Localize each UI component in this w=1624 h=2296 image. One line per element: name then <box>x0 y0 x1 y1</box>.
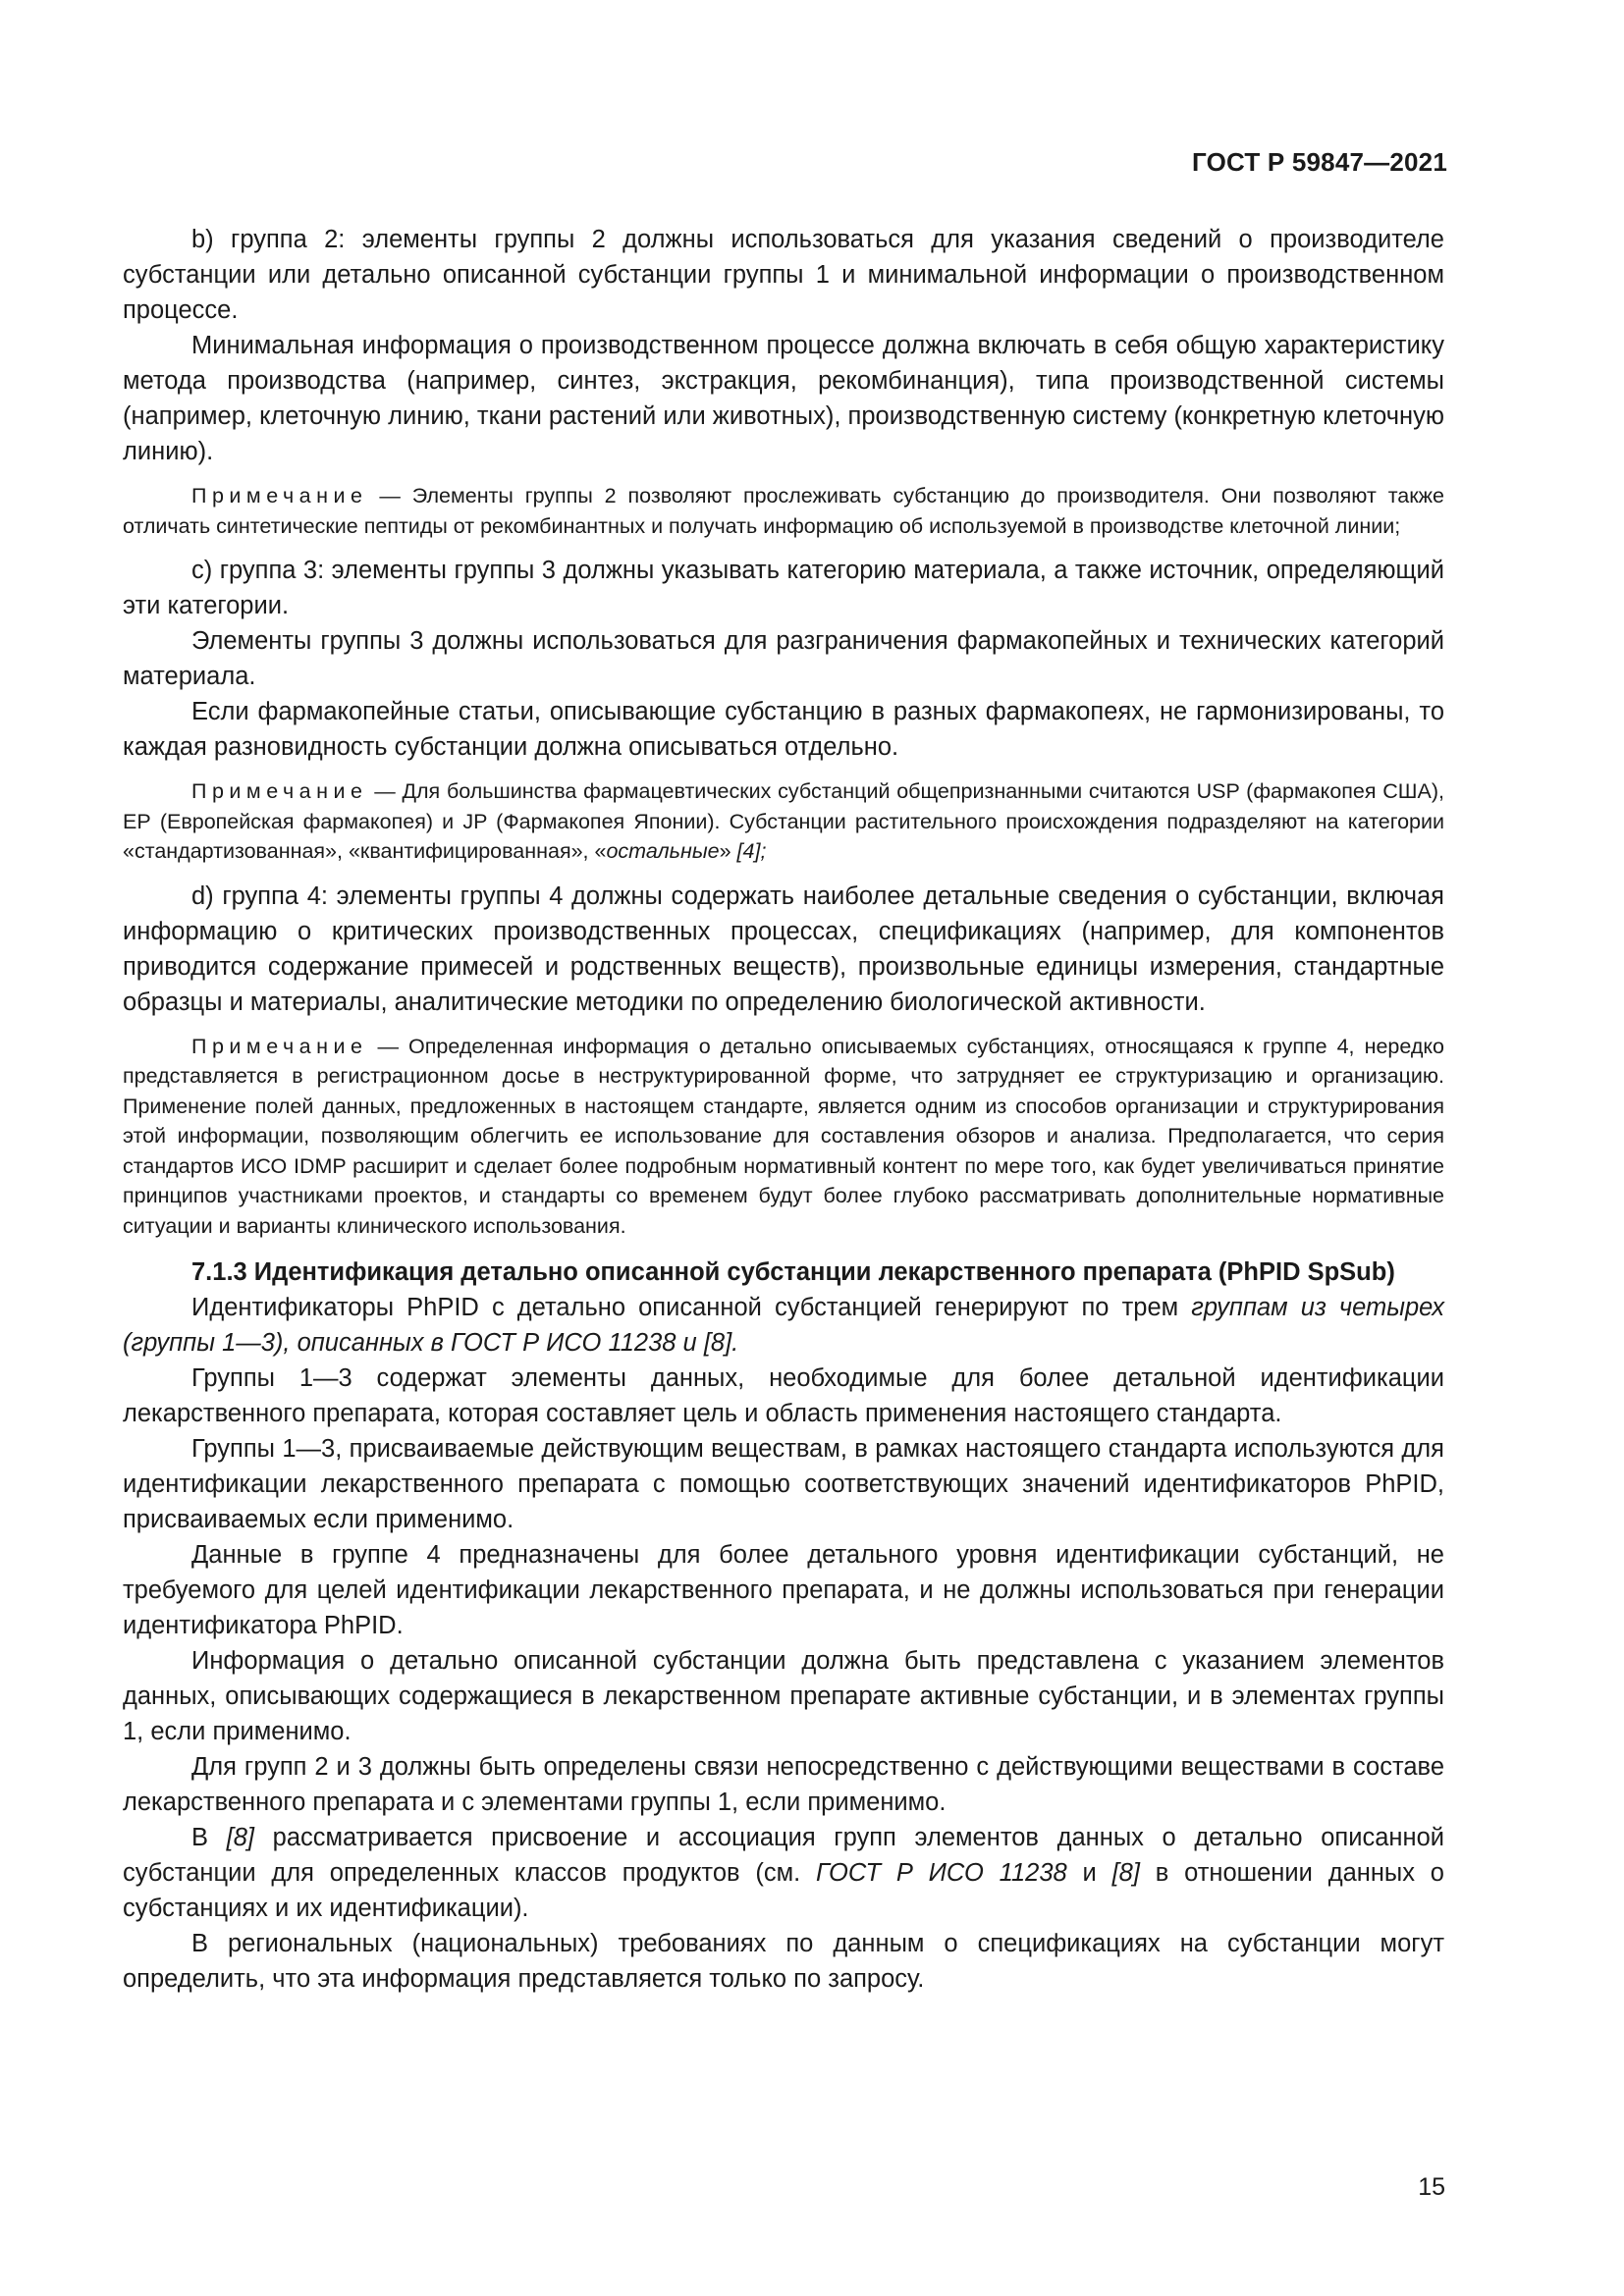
note-label: Примечание <box>191 779 368 803</box>
note-label: Примечание <box>191 484 368 507</box>
paragraph-text: В <box>191 1824 227 1851</box>
paragraph-italic: группам из четырех (группы 1—3), описанных в ГОСТ Р ИСО 11238 и [8]. <box>123 1294 1444 1357</box>
paragraph-regional-requirements: В региональных (национальных) требованиях по данным о спецификациях на субстанции могут определить, что эта информация представляется только по запросу. <box>123 1930 1444 1993</box>
reference-link: [8] <box>1111 1859 1140 1887</box>
section-heading: 7.1.3 Идентификация детально описанной субстанции лекарственного препарата (PhPID SpSub) <box>191 1258 1395 1286</box>
paragraph-group-4: d) группа 4: элементы группы 4 должны содержать наиболее детальные сведения о субстанции, включая информацию о критических производственных процессах, спецификациях (например, для компонентов приводится содержание примесей и родственных веществ), произвольные единицы измерения, стандартные образцы и материалы, аналитические методики по определению биологической активности. <box>123 881 1444 1016</box>
note-label: Примечание <box>191 1034 368 1058</box>
document-standard-id: ГОСТ Р 59847—2021 <box>1192 147 1447 177</box>
paragraph-text: в отношении данных о субстанциях и их идентификации). <box>123 1859 1444 1922</box>
paragraph-groups-1-3: Группы 1—3 содержат элементы данных, необходимые для более детальной идентификации лекарственного препарата, которая составляет цель и область применения настоящего стандарта. <box>123 1364 1444 1427</box>
paragraph-group-2: b) группа 2: элементы группы 2 должны использоваться для указания сведений о производителе субстанции или детально описанной субстанции группы 1 и минимальной информации о производственном процессе. <box>123 226 1444 324</box>
note-text: — Определенная информация о детально описываемых субстанциях, относящаяся к группе 4, нередко представляется в регистрационном досье в неструктурированной форме, что затрудняет ее структуризацию и организацию. Применение полей данных, предложенных в настоящем стандарте, является одним из способов организации и структурирования этой информации, позволяющим облегчить ее использование для составления обзоров и анализа. Предполагается, что серия стандартов ИСО IDMP расширит и сделает более подробным нормативный контент по мере того, как будет увеличиваться принятие принципов участниками проектов, и стандарты со временем будут более глубоко рассматривать дополнительные нормативные ситуации и варианты клинического использования. <box>123 1034 1444 1238</box>
paragraph-text: рассматривается присвоение и ассоциация групп элементов данных о детально описанной субстанции для определенных классов продуктов (см. <box>123 1824 1444 1887</box>
paragraph-text: Идентификаторы PhPID с детально описанной субстанцией генерируют по трем <box>191 1294 1192 1321</box>
note-group-4 <box>123 1032 1444 1242</box>
paragraph-phpid-identifiers <box>123 1290 1444 1361</box>
paragraph-substance-info: Информация о детально описанной субстанции должна быть представлена с указанием элементов данных, описывающих содержащиеся в лекарственном препарате активные субстанции, и в элементах группы 1, если применимо. <box>123 1647 1444 1745</box>
note-reference: [4]; <box>736 839 767 863</box>
document-body <box>123 222 1444 1997</box>
paragraph-groups-assigned: Группы 1—3, присваиваемые действующим веществам, в рамках настоящего стандарта используются для идентификации лекарственного препарата с помощью соответствующих значений идентификаторов PhPID, присваиваемых если применимо. <box>123 1435 1444 1533</box>
note-text: — Элементы группы 2 позволяют прослеживать субстанцию до производителя. Они позволяют также отличать синтетические пептиды от рекомбинантных и получать информацию об используемой в производстве клеточной линии; <box>123 484 1444 538</box>
note-text: » <box>719 839 737 863</box>
reference-link: [8] <box>226 1824 255 1851</box>
note-italic: остальные <box>606 839 720 863</box>
note-pharmacopoeia <box>123 776 1444 867</box>
paragraph-pharmacopoeia: Если фармакопейные статьи, описывающие субстанцию в разных фармакопеях, не гармонизированы, то каждая разновидность субстанции должна описываться отдельно. <box>123 698 1444 761</box>
paragraph-group-3-usage: Элементы группы 3 должны использоваться для разграничения фармакопейных и технических категорий материала. <box>123 627 1444 690</box>
page-number: 15 <box>1418 2173 1445 2201</box>
paragraph-min-info: Минимальная информация о производственном процессе должна включать в себя общую характеристику метода производства (например, синтез, экстракция, рекомбинанция), типа производственной системы (например, клеточную линию, ткани растений или животных), производственную систему (конкретную клеточную линию). <box>123 332 1444 465</box>
paragraph-group-4-data: Данные в группе 4 предназначены для более детального уровня идентификации субстанций, не требуемого для целей идентификации лекарственного препарата, и не должны использоваться при генерации идентификатора PhPID. <box>123 1541 1444 1639</box>
paragraph-text: и <box>1066 1859 1112 1887</box>
paragraph-group-3: c) группа 3: элементы группы 3 должны указывать категорию материала, а также источник, определяющий эти категории. <box>123 557 1444 619</box>
note-group-2 <box>123 481 1444 541</box>
note-text: — Для большинства фармацевтических субстанций общепризнанными считаются USP (фармакопея США), ЕР (Европейская фармакопея) и JP (Фармакопея Японии). Субстанции растительного происхождения подразделяют на категории «стандартизованная», «квантифицированная», « <box>123 779 1444 863</box>
paragraph-groups-2-3-links: Для групп 2 и 3 должны быть определены связи непосредственно с действующими веществами в составе лекарственного препарата и с элементами группы 1, если применимо. <box>123 1753 1444 1816</box>
reference-link: ГОСТ Р ИСО 11238 <box>816 1859 1067 1887</box>
paragraph-reference-8 <box>123 1820 1444 1926</box>
